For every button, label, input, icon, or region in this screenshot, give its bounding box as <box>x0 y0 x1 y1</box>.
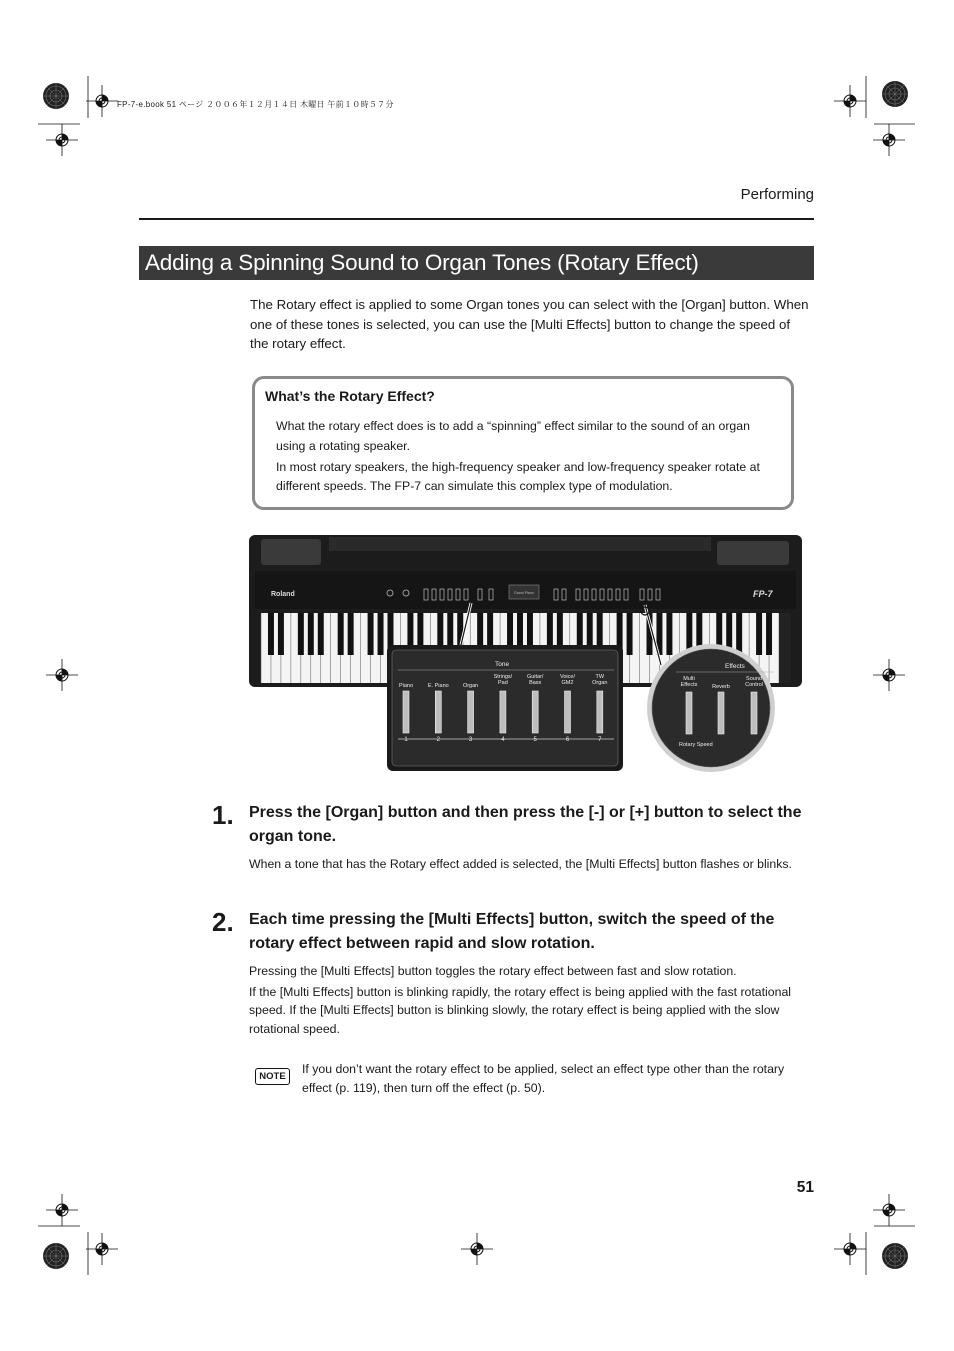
svg-text:Rotary Speed <box>679 742 713 748</box>
effects-button-label: Multi Effects <box>680 676 698 688</box>
tone-button-label: Voice/ GM2 <box>560 674 575 686</box>
step-1-body <box>249 855 809 874</box>
tone-button-label: E. Piano <box>427 683 449 689</box>
tone-button-label: Guitar/ Bass <box>526 674 544 686</box>
effects-heading: Effects <box>725 663 745 670</box>
step-2-text-1: Pressing the [Multi Effects] button toggles the rotary effect between fast and slow rotation. <box>249 964 737 978</box>
piano-illustration <box>249 535 802 775</box>
intro-paragraph <box>250 295 810 354</box>
effects-button-label: Reverb <box>712 684 730 690</box>
step-2-body <box>249 962 809 1038</box>
brand-logo: Roland <box>271 591 295 598</box>
effects-button[interactable] <box>686 692 692 734</box>
effects-button[interactable] <box>718 692 724 734</box>
book-info: FP-7-e.book 51 ページ ２００６年１２月１４日 木曜日 午前１０時５７分 <box>117 100 394 109</box>
header-rule <box>139 218 814 220</box>
tone-button[interactable] <box>532 691 538 733</box>
rotary-speed-label: Rotary Speed <box>679 742 713 748</box>
tone-button-label: TW Organ <box>592 674 608 686</box>
effects-button-label: Sound Control <box>745 676 763 688</box>
tone-button-label: Strings/ Pad <box>493 674 513 686</box>
intro-text: The Rotary effect is applied to some Organ tones you can select with the [Organ] button. When one of these tones is selected, you can use the [Multi Effects] button to change the speed of the rotary effect. <box>250 297 809 351</box>
tone-heading: Tone <box>495 661 510 668</box>
title-bar <box>139 246 814 280</box>
tone-number: 7 <box>598 737 602 743</box>
page-number: 51 <box>796 1179 814 1196</box>
info-box-paragraph-2: In most rotary speakers, the high-frequency speaker and low-frequency speaker rotate at different speeds. The FP-7 can simulate this complex type of modulation. <box>276 460 760 493</box>
tone-number: 4 <box>501 737 505 743</box>
tone-number: 2 <box>436 737 440 743</box>
info-box-heading: What’s the Rotary Effect? <box>265 388 435 404</box>
note-badge: NOTE <box>255 1068 290 1085</box>
tone-button[interactable] <box>565 691 571 733</box>
step-1-text: When a tone that has the Rotary effect added is selected, the [Multi Effects] button flashes or blinks. <box>249 857 792 871</box>
step-2-number: 2. <box>212 907 234 937</box>
note-text: If you don’t want the rotary effect to be applied, select an effect type other than the rotary effect (p. 119), then turn off the effect (p. 50). <box>302 1062 785 1095</box>
info-box-paragraph-1: What the rotary effect does is to add a “spinning” effect similar to the sound of an organ using a rotating speaker. <box>276 419 750 453</box>
effects-button[interactable] <box>751 692 757 734</box>
section-header: Performing <box>740 186 814 203</box>
page-title: Adding a Spinning Sound to Organ Tones (Rotary Effect) <box>145 250 699 275</box>
step-1-title: Press the [Organ] button and then press the [-] or [+] button to select the organ tone. <box>249 804 802 845</box>
info-box <box>252 376 794 510</box>
model-logo: FP-7 <box>753 589 773 599</box>
step-2-text-2: If the [Multi Effects] button is blinking rapidly, the rotary effect is being applied with the fast rotational speed. If the [Multi Effects] button is blinking slowly, the rotary effect is being applied with the slow rotational speed. <box>249 984 792 1036</box>
tone-number: 6 <box>565 737 570 743</box>
tone-button-label: Piano <box>398 683 414 689</box>
tone-button[interactable] <box>435 691 441 733</box>
tone-button[interactable] <box>403 691 409 733</box>
step-2-title: Each time pressing the [Multi Effects] button, switch the speed of the rotary effect between rapid and slow rotation. <box>249 911 775 952</box>
display-text: Grand Piano <box>514 591 534 595</box>
step-1-number: 1. <box>212 800 234 830</box>
tone-button[interactable] <box>468 691 474 733</box>
tone-button[interactable] <box>500 691 506 733</box>
tone-number: 5 <box>533 737 537 743</box>
tone-button[interactable] <box>597 691 603 733</box>
tone-button-label: Organ <box>462 683 479 689</box>
tone-number: 3 <box>468 737 473 743</box>
tone-number: 1 <box>404 737 408 743</box>
